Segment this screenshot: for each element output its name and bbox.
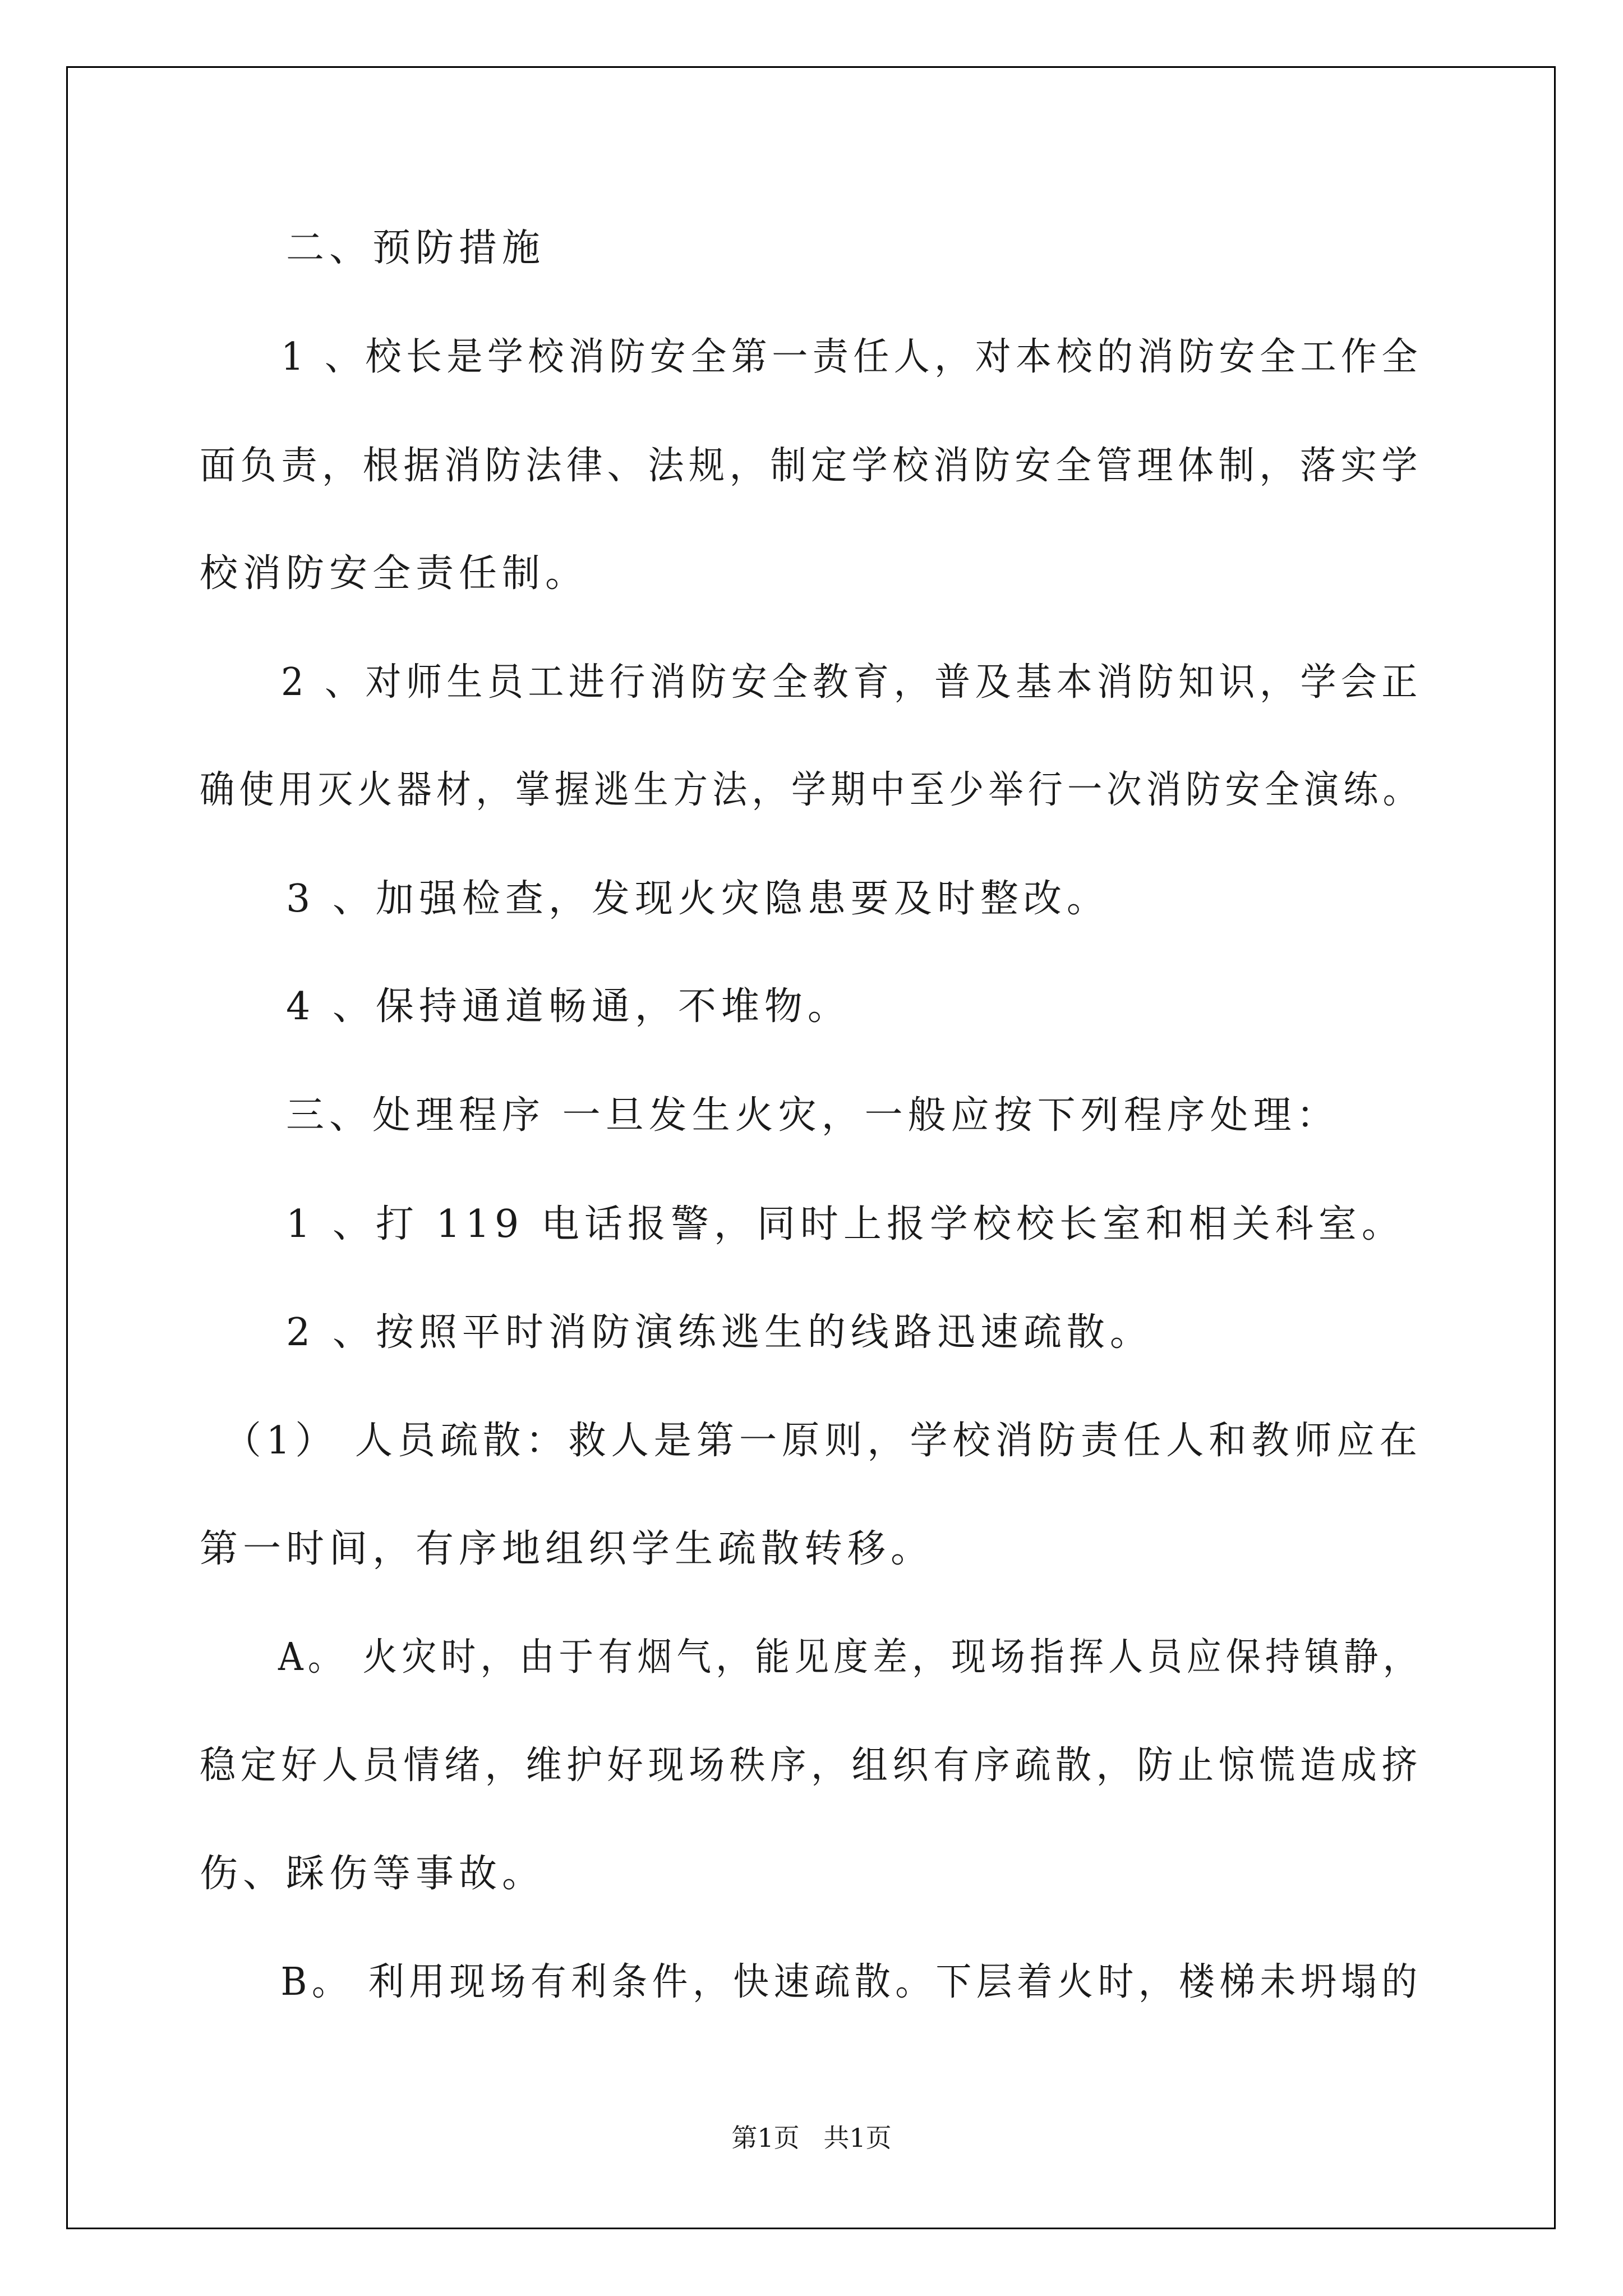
text-line: 面负责，根据消防法律、法规，制定学校消防安全管理体制，落实学 [200, 444, 1423, 488]
text-line: 校消防安全责任制。 [200, 551, 589, 596]
text-line: 3 、加强检查，发现火灾隐患要及时整改。 [200, 877, 1110, 921]
text-line: 4 、保持通道畅通，不堆物。 [200, 984, 851, 1029]
page-number: 第1页 [731, 2123, 800, 2153]
text-line: B。 利用现场有利条件，快速疏散。下层着火时，楼梯未坍塌的 [200, 1960, 1422, 2004]
text-line: 2 、按照平时消防演练逃生的线路迅速疏散。 [200, 1310, 1153, 1355]
text-line: 二、预防措施 [200, 226, 546, 270]
page-border [66, 66, 1556, 2229]
text-line: 2 、对师生员工进行消防安全教育，普及基本消防知识，学会正 [200, 660, 1422, 705]
text-line: 第一时间，有序地组织学生疏散转移。 [200, 1527, 934, 1571]
text-line: （1） 人员疏散：救人是第一原则，学校消防责任人和教师应在 [200, 1419, 1422, 1463]
text-line: 1 、打 119 电话报警，同时上报学校校长室和相关科室。 [200, 1202, 1405, 1246]
text-line: A。 火灾时，由于有烟气，能见度差，现场指挥人员应保持镇静， [200, 1635, 1422, 1680]
text-line: 确使用灭火器材，掌握逃生方法，学期中至少举行一次消防安全演练。 [200, 768, 1423, 812]
text-line: 三、处理程序 一旦发生火灾，一般应按下列程序处理： [200, 1093, 1340, 1138]
text-line: 稳定好人员情绪，维护好现场秩序，组织有序疏散，防止惊慌造成挤 [200, 1743, 1423, 1788]
page-total: 共1页 [823, 2123, 892, 2153]
text-line: 伤、踩伤等事故。 [200, 1852, 546, 1896]
text-line: 1 、校长是学校消防安全第一责任人，对本校的消防安全工作全 [200, 335, 1422, 379]
page-footer [0, 2125, 1623, 2151]
